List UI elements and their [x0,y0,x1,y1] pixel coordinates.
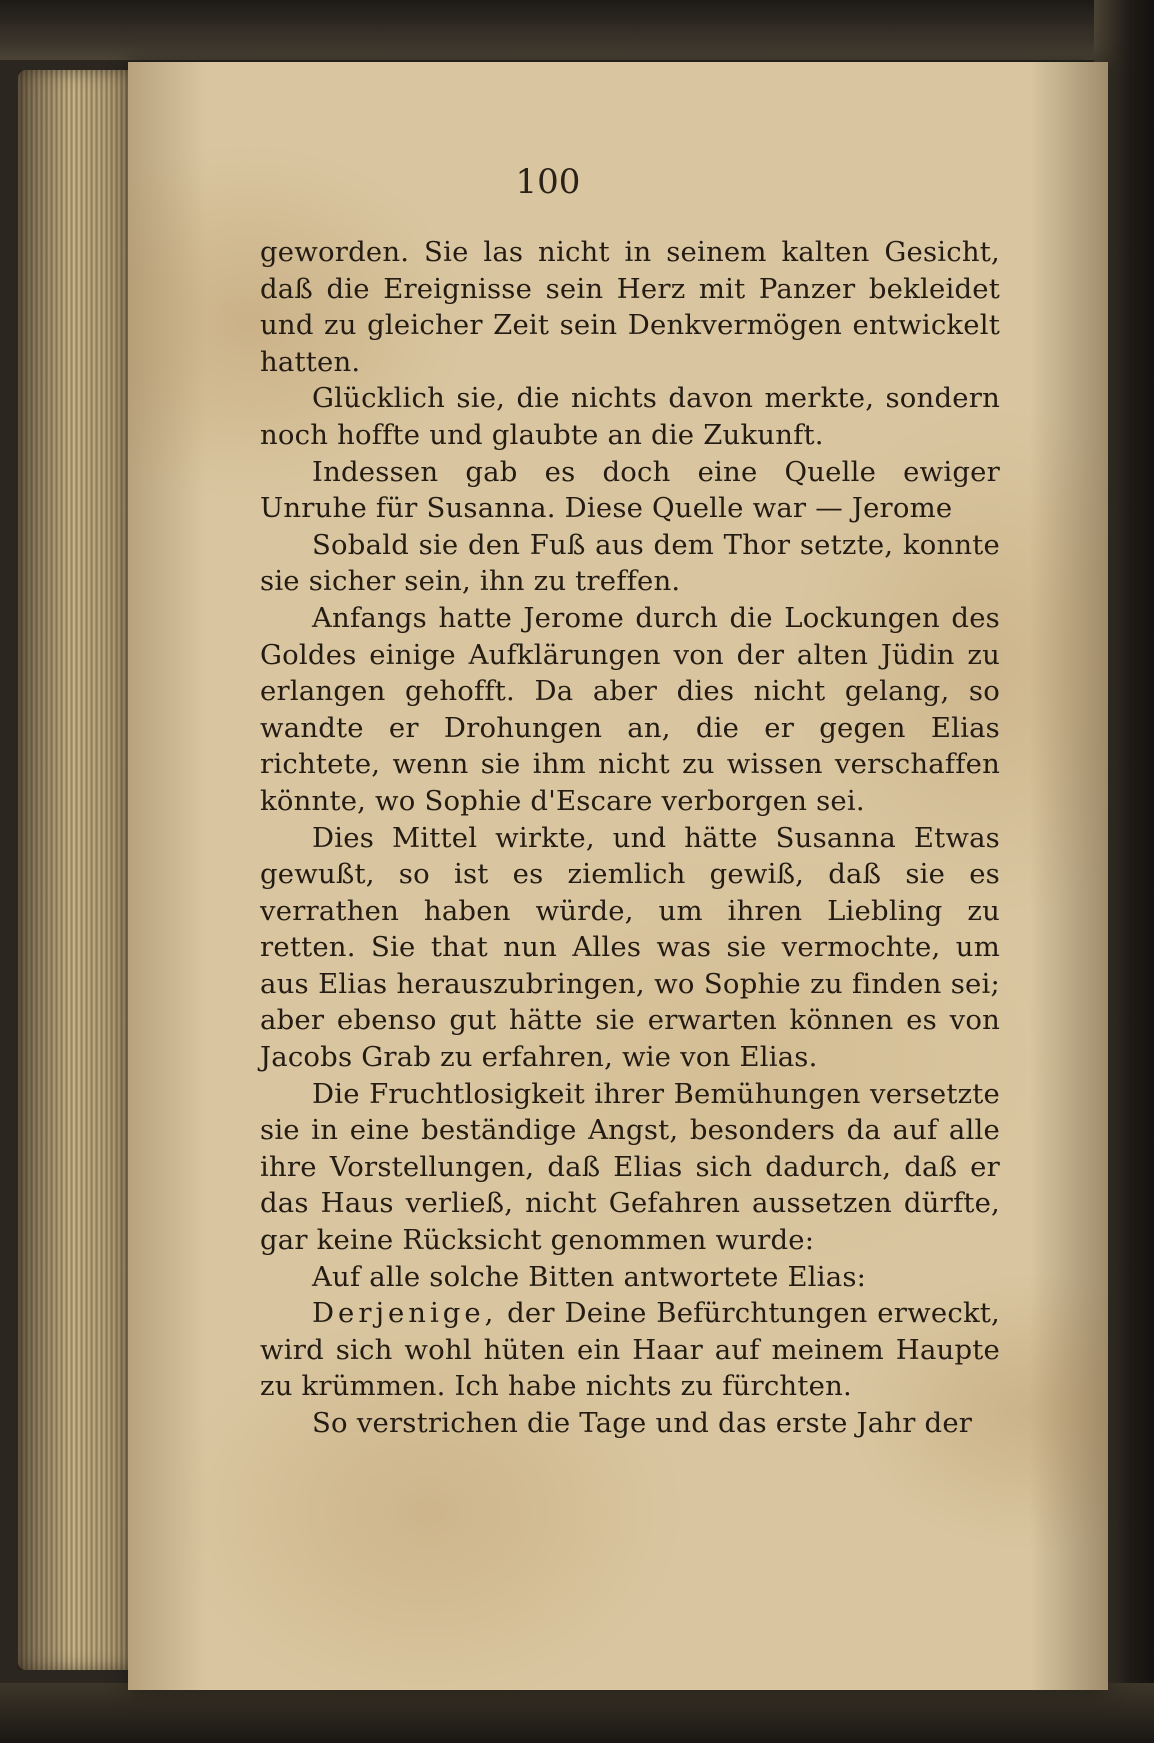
spaced-lead-word: Derjenige, [312,1297,498,1330]
paragraph-2: Glücklich sie, die nichts davon merkte, sondern noch hoffte und glaubte an die Zukunft. [260,382,1000,451]
book-cover-edge-top [0,0,1154,60]
book-cover-edge-bottom [0,1683,1154,1743]
paragraph-9 [260,1295,1000,1405]
paragraph-8: Auf alle solche Bitten antwortete Elias: [312,1260,867,1293]
paragraph-3: Indessen gab es doch eine Quelle ewiger Unruhe für Susanna. Diese Quelle war — Jerome [260,455,1000,525]
page-number: 100 [515,162,581,202]
paragraph-7: Die Fruchtlosigkeit ihrer Bemühungen versetzte sie in eine beständige Angst, besonders da auf alle ihre Vorstellungen, daß Elias sich dadurch, daß er das Haus verließ, nicht Gefahren aussetzen dürfte, gar keine Rücksicht genommen wurde: [260,1077,1000,1257]
book-page [128,62,1108,1690]
paragraph-4: Sobald sie den Fuß aus dem Thor setzte, konnte sie sicher sein, ihn zu treffen. [260,528,1000,598]
paragraph-5: Anfangs hatte Jerome durch die Lockungen des Goldes einige Aufklärungen von der alten Jüdin zu erlangen gehofft. Da aber dies nicht gelang, so wandte er Drohungen an, die er gegen Elias richtete, wenn sie ihm nicht zu wissen verschaffen könnte, wo Sophie d'Escare verborgen sei. [260,601,1000,817]
paragraph-1: geworden. Sie las nicht in seinem kalten Gesicht, daß die Ereignisse sein Herz mit Panzer bekleidet und zu gleicher Zeit sein Denkvermögen entwickelt hatten. [260,236,1000,378]
page-stack-edge [18,70,138,1670]
paragraph-6: Dies Mittel wirkte, und hätte Susanna Etwas gewußt, so ist es ziemlich gewiß, daß sie es verrathen haben würde, um ihren Liebling zu retten. Sie that nun Alles was sie vermochte, um aus Elias herauszubringen, wo Sophie zu finden sei; aber ebenso gut hätte sie erwarten können es von Jacobs Grab zu erfahren, wie von Elias. [260,821,1000,1074]
paragraph-9-text: der Deine Befürchtungen erweckt, wird sich wohl hüten ein Haar auf meinem Haupte zu krümmen. Ich habe nichts zu fürchten. [260,1297,1000,1403]
paragraph-10: So verstrichen die Tage und das erste Jahr der [312,1407,973,1439]
body-text [260,234,1000,1442]
